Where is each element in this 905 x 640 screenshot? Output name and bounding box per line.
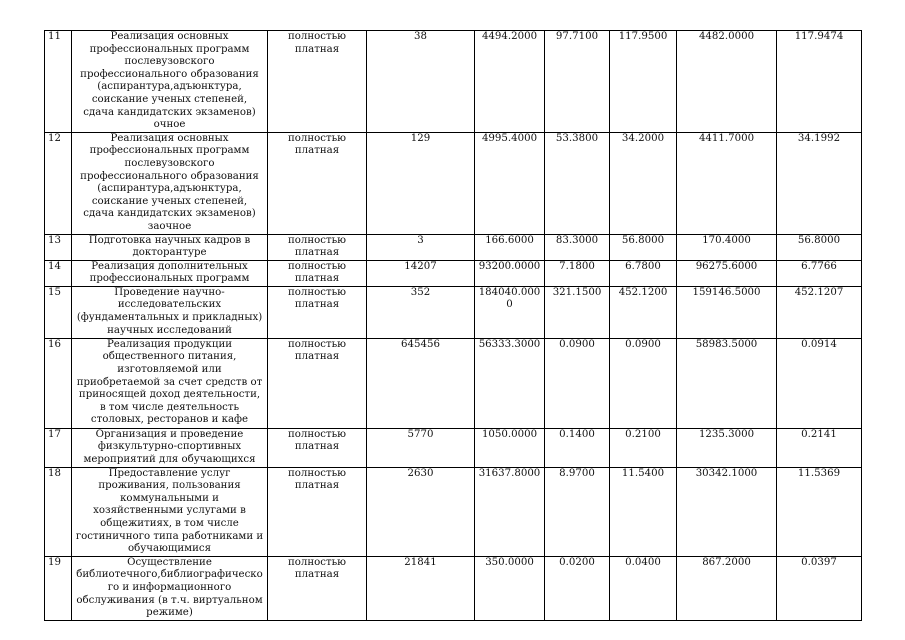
value-cell: 452.1200 <box>610 286 677 338</box>
value-cell: 11.5369 <box>777 467 862 556</box>
row-number-cell: 18 <box>45 467 72 556</box>
value-cell: 1050.0000 <box>475 428 545 467</box>
table-row <box>45 286 862 338</box>
value-cell: 0.1400 <box>545 428 610 467</box>
payment-type-cell: полностью платная <box>268 467 367 556</box>
value-cell: 56.8000 <box>777 234 862 260</box>
value-cell: 31637.8000 <box>475 467 545 556</box>
value-cell: 2630 <box>367 467 475 556</box>
row-number-cell: 17 <box>45 428 72 467</box>
value-cell: 184040.0000 <box>475 286 545 338</box>
value-cell: 0.0200 <box>545 556 610 620</box>
service-name-cell: Организация и проведение физкультурно-спортивных мероприятий для обучающихся <box>72 428 268 467</box>
value-cell: 34.2000 <box>610 132 677 234</box>
value-cell: 166.6000 <box>475 234 545 260</box>
value-cell: 58983.5000 <box>677 338 777 428</box>
value-cell: 0.0900 <box>610 338 677 428</box>
value-cell: 0.2141 <box>777 428 862 467</box>
value-cell: 6.7766 <box>777 260 862 286</box>
service-name-cell: Реализация основных профессиональных программ послевузовского профессионального образования (аспирантура,адъюнктура, соискание ученых степеней, сдача кандидатских экзаменов) очное <box>72 31 268 133</box>
payment-type-cell: полностью платная <box>268 428 367 467</box>
value-cell: 0.0400 <box>610 556 677 620</box>
table-row <box>45 428 862 467</box>
value-cell: 11.5400 <box>610 467 677 556</box>
table-row <box>45 260 862 286</box>
value-cell: 14207 <box>367 260 475 286</box>
value-cell: 117.9500 <box>610 31 677 133</box>
value-cell: 170.4000 <box>677 234 777 260</box>
value-cell: 96275.6000 <box>677 260 777 286</box>
service-name-cell: Реализация продукции общественного питания, изготовляемой или приобретаемой за счет средств от приносящей доход деятельности, в том числе деятельность столовых, ресторанов и кафе <box>72 338 268 428</box>
row-number-cell: 15 <box>45 286 72 338</box>
value-cell: 97.7100 <box>545 31 610 133</box>
row-number-cell: 13 <box>45 234 72 260</box>
service-name-cell: Осуществление библиотечного,библиографического и информационного обслуживания (в т.ч. виртуальном режиме) <box>72 556 268 620</box>
value-cell: 129 <box>367 132 475 234</box>
value-cell: 38 <box>367 31 475 133</box>
value-cell: 56333.3000 <box>475 338 545 428</box>
payment-type-cell: полностью платная <box>268 260 367 286</box>
service-name-cell: Реализация основных профессиональных программ послевузовского профессионального образования (аспирантура,адъюнктура, соискание ученых степеней, сдача кандидатских экзаменов) заочное <box>72 132 268 234</box>
table-row <box>45 132 862 234</box>
value-cell: 6.7800 <box>610 260 677 286</box>
service-name-cell: Реализация дополнительных профессиональных программ <box>72 260 268 286</box>
table-row <box>45 556 862 620</box>
table-body <box>45 31 862 621</box>
row-number-cell: 11 <box>45 31 72 133</box>
table-row <box>45 31 862 133</box>
value-cell: 352 <box>367 286 475 338</box>
value-cell: 7.1800 <box>545 260 610 286</box>
value-cell: 5770 <box>367 428 475 467</box>
value-cell: 645456 <box>367 338 475 428</box>
service-name-cell: Подготовка научных кадров в докторантуре <box>72 234 268 260</box>
value-cell: 93200.0000 <box>475 260 545 286</box>
value-cell: 4995.4000 <box>475 132 545 234</box>
value-cell: 4494.2000 <box>475 31 545 133</box>
value-cell: 0.0397 <box>777 556 862 620</box>
payment-type-cell: полностью платная <box>268 286 367 338</box>
row-number-cell: 16 <box>45 338 72 428</box>
payment-type-cell: полностью платная <box>268 132 367 234</box>
row-number-cell: 12 <box>45 132 72 234</box>
payment-type-cell: полностью платная <box>268 31 367 133</box>
payment-type-cell: полностью платная <box>268 234 367 260</box>
value-cell: 4411.7000 <box>677 132 777 234</box>
table-row <box>45 234 862 260</box>
payment-type-cell: полностью платная <box>268 338 367 428</box>
value-cell: 159146.5000 <box>677 286 777 338</box>
value-cell: 53.3800 <box>545 132 610 234</box>
value-cell: 1235.3000 <box>677 428 777 467</box>
value-cell: 30342.1000 <box>677 467 777 556</box>
value-cell: 321.1500 <box>545 286 610 338</box>
value-cell: 83.3000 <box>545 234 610 260</box>
value-cell: 452.1207 <box>777 286 862 338</box>
value-cell: 0.0914 <box>777 338 862 428</box>
table-row <box>45 467 862 556</box>
value-cell: 117.9474 <box>777 31 862 133</box>
row-number-cell: 14 <box>45 260 72 286</box>
value-cell: 8.9700 <box>545 467 610 556</box>
row-number-cell: 19 <box>45 556 72 620</box>
value-cell: 21841 <box>367 556 475 620</box>
service-name-cell: Проведение научно-исследовательских (фундаментальных и прикладных) научных исследований <box>72 286 268 338</box>
value-cell: 867.2000 <box>677 556 777 620</box>
value-cell: 3 <box>367 234 475 260</box>
payment-type-cell: полностью платная <box>268 556 367 620</box>
table-row <box>45 338 862 428</box>
value-cell: 0.0900 <box>545 338 610 428</box>
value-cell: 4482.0000 <box>677 31 777 133</box>
paid-services-table <box>44 30 862 621</box>
value-cell: 350.0000 <box>475 556 545 620</box>
service-name-cell: Предоставление услуг проживания, пользования коммунальными и хозяйственными услугами в общежитиях, в том числе гостиничного типа работниками и обучающимися <box>72 467 268 556</box>
value-cell: 34.1992 <box>777 132 862 234</box>
value-cell: 0.2100 <box>610 428 677 467</box>
value-cell: 56.8000 <box>610 234 677 260</box>
